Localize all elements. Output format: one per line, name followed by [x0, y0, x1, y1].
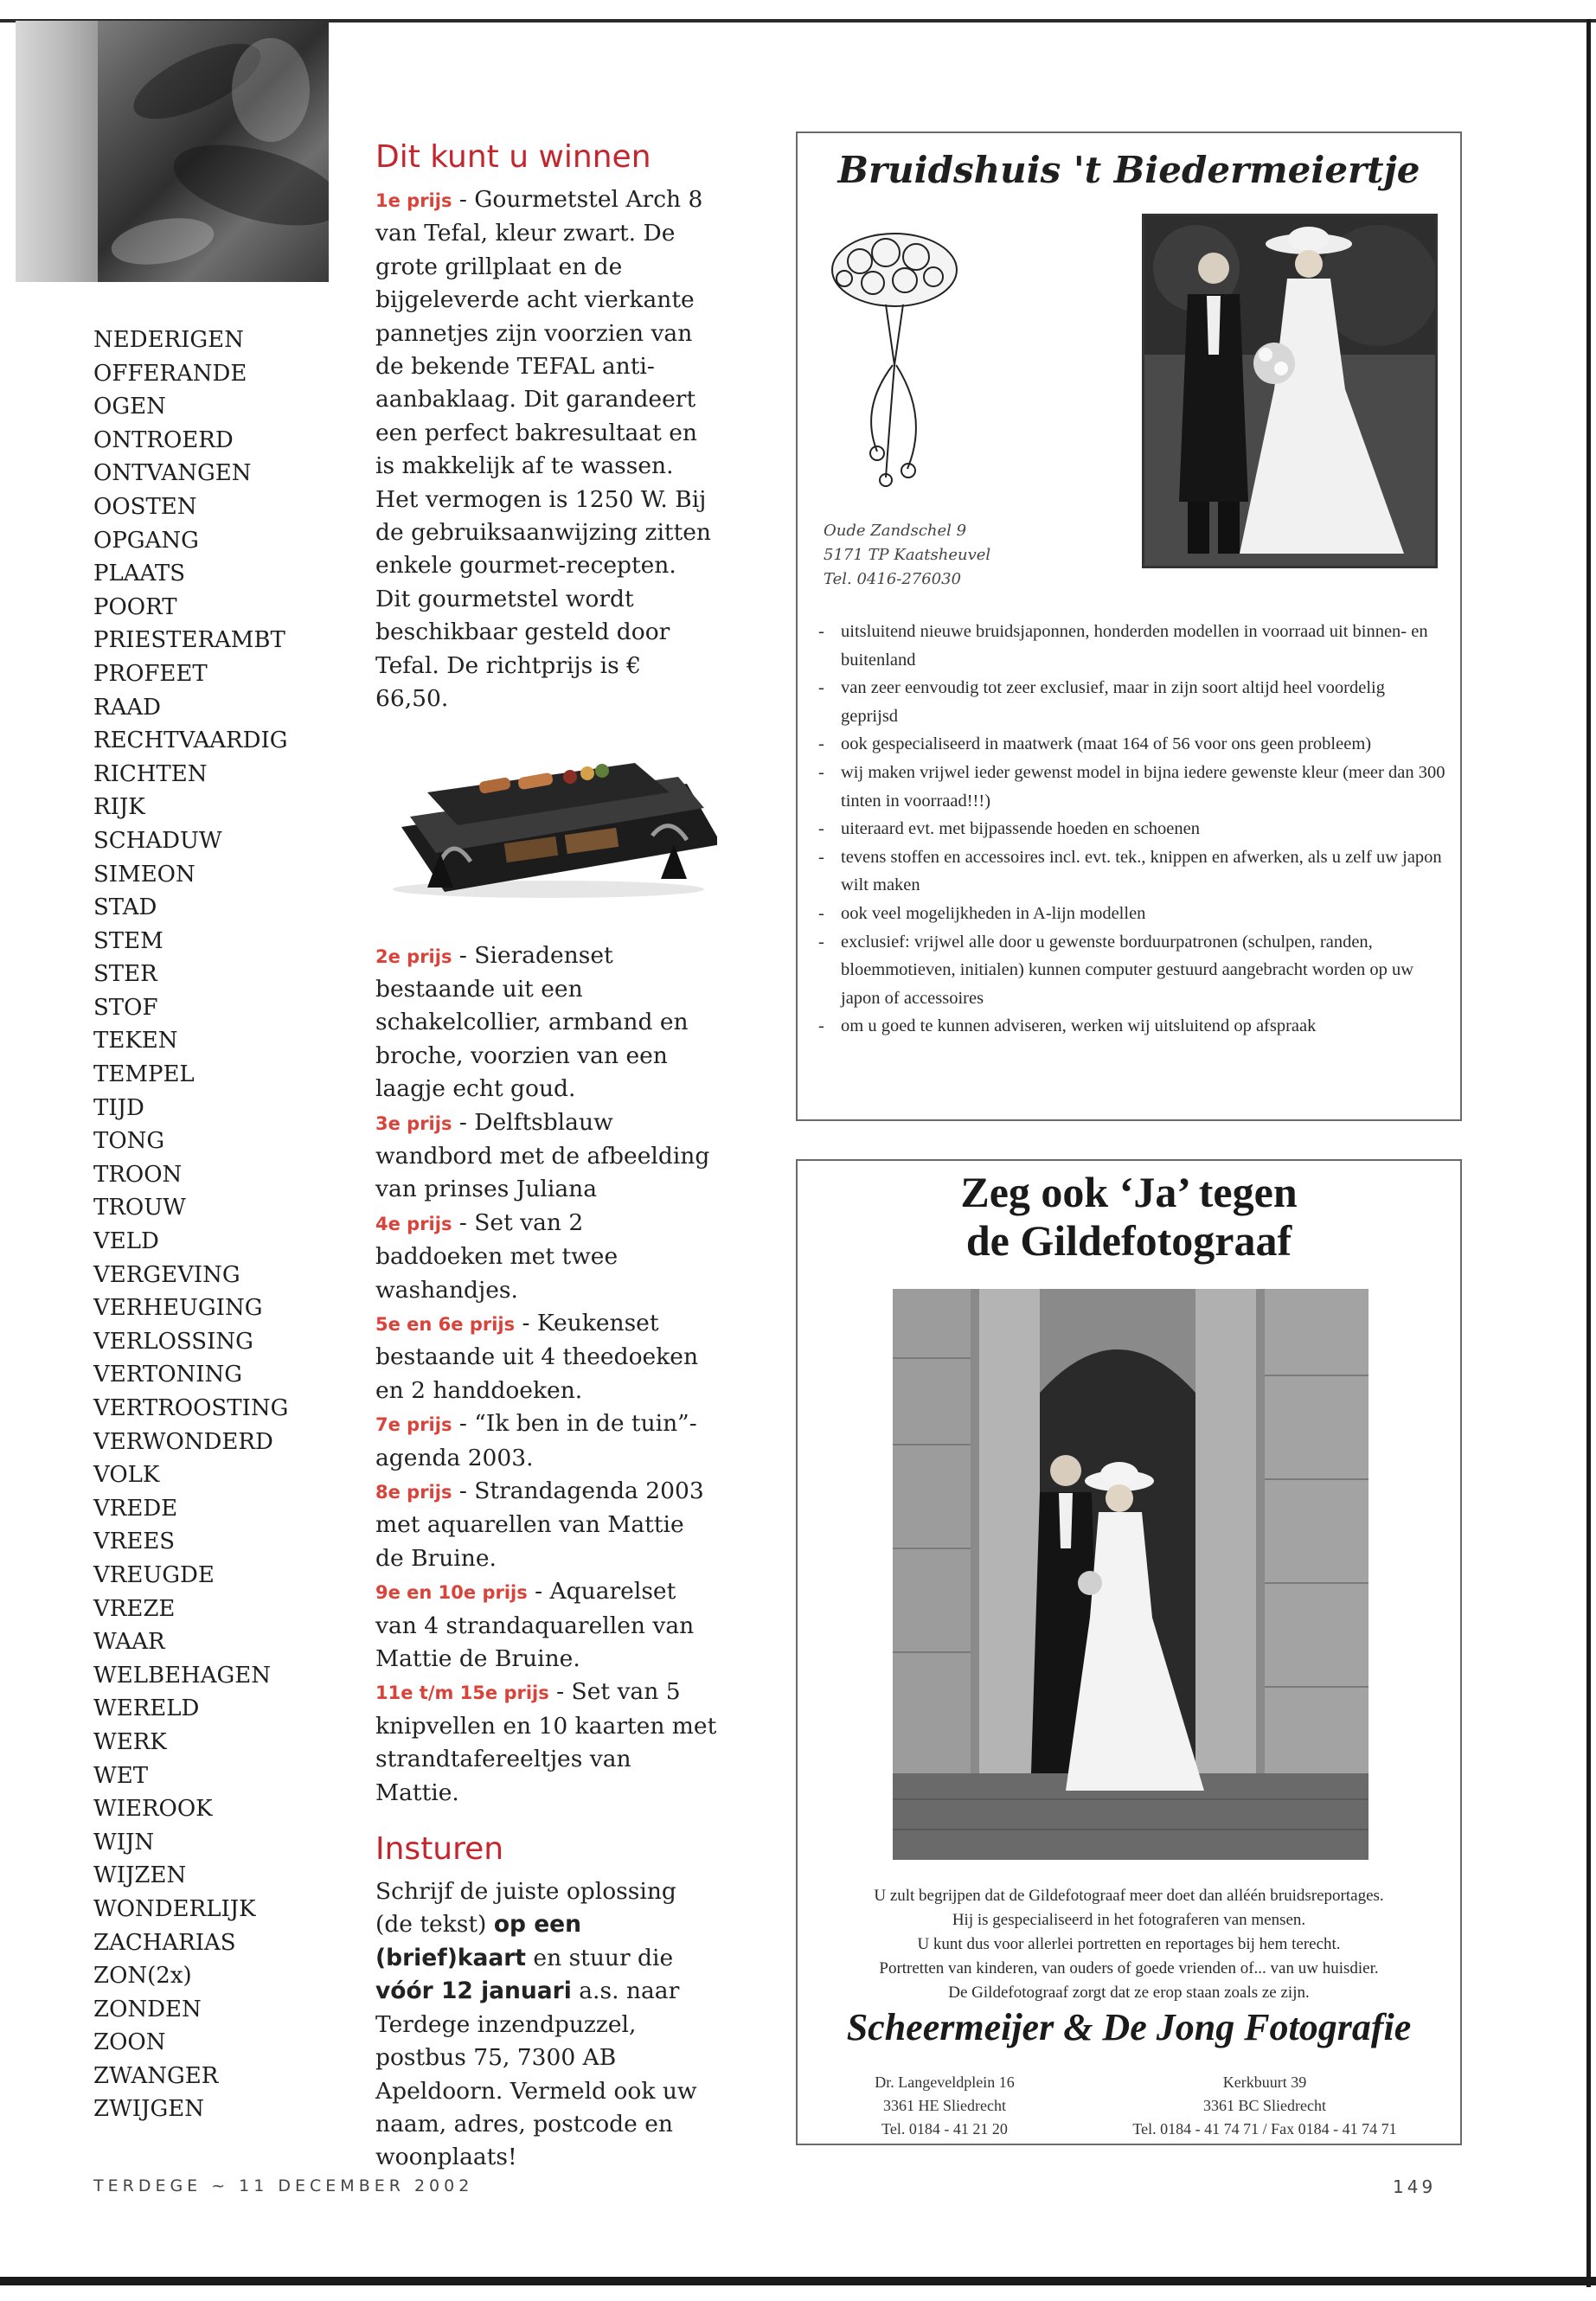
prize-paragraph: [375, 1407, 717, 1475]
bruidshuis-bullet-item: - uitsluitend nieuwe bruidsjaponnen, honderden modellen in voorraad uit binnen- en buitenland: [815, 618, 1446, 674]
first-prize-label: 1e prijs: [375, 190, 452, 211]
gourmet-grill-image: [375, 732, 717, 905]
word-list-item: NEDERIGEN: [93, 327, 244, 353]
word-list-item: VREDE: [93, 1495, 178, 1522]
bruidshuis-bullet-item: - tevens stoffen en accessoires incl. evt. tek., knippen en afwerken, als u zelf uw japon wilt maken: [815, 843, 1446, 900]
word-list-item: SCHADUW: [93, 827, 222, 854]
bruidshuis-bullet-item: - van zeer eenvoudig tot zeer exclusief, maar in zijn soort altijd heel voordelig geprijsd: [815, 674, 1446, 730]
bruidshuis-advertisement: [796, 131, 1462, 1121]
word-list-item: STER: [93, 961, 157, 988]
word-list-item: OFFERANDE: [93, 360, 247, 387]
prizes-heading: Dit kunt u winnen: [375, 139, 651, 175]
wedding-couple-photo: [1142, 214, 1438, 568]
prize-label: 9e en 10e prijs: [375, 1582, 528, 1604]
prize-text: - Strandagenda 2003 met aquarellen van Mattie de Bruine.: [375, 1477, 704, 1572]
word-list-item: RECHTVAARDIG: [93, 727, 288, 754]
word-list-item: VREES: [93, 1529, 176, 1555]
prize-label: 7e prijs: [375, 1414, 452, 1436]
photography-brand-name: Scheermeijer & De Jong Fotografie: [846, 2006, 1412, 2048]
bridal-bouquet-icon: [825, 218, 964, 495]
prize-paragraph: [375, 1575, 717, 1676]
prize-paragraph: [375, 1475, 717, 1575]
prize-paragraph: [375, 1307, 717, 1407]
prize-label: 8e prijs: [375, 1482, 452, 1503]
word-list-item: RIJK: [93, 794, 145, 821]
word-list-item: STAD: [93, 894, 157, 921]
word-list-item: VOLK: [93, 1462, 160, 1489]
prize-label: 3e prijs: [375, 1112, 452, 1134]
prize-label: 4e prijs: [375, 1213, 452, 1234]
location-langeveldplein: Dr. Langeveldplein 16 3361 HE Sliedrecht Tel. 0184 - 41 21 20: [875, 2073, 1015, 2138]
first-prize-text: - Gourmetstel Arch 8 van Tefal, kleur zwart. De grote grillplaat en de bijgeleverde acht vierkante pannetjes zijn voorzien van de bekende TEFAL anti-aanbaklaag. Dit garandeert een perfect bakresultaat en is makkelijk af te wassen. Het vermogen is 1250 W. Bij de gebruiksaanwijzing zitten enkele gourmet-recepten. Dit gourmetstel wordt beschikbaar gesteld door Tefal. De richtprijs is € 66,50.: [375, 186, 711, 713]
bruidshuis-bullet-item: - ook gespecialiseerd in maatwerk (maat 164 of 56 voor ons geen probleem): [815, 730, 1446, 759]
word-list-item: TONG: [93, 1128, 165, 1155]
word-list-item: PRIESTERAMBT: [93, 627, 285, 654]
bruidshuis-bullet-list: [815, 618, 1446, 1041]
word-list-item: OGEN: [93, 394, 166, 420]
bruidshuis-title: Bruidshuis 't Biedermeiertje: [837, 149, 1420, 191]
insturen-text: Schrijf de juiste oplossing (de tekst) op een (brief)kaart en stuur die vóór 12 januari a.s. naar Terdege inzendpuzzel, postbus 75, 7300 AB Apeldoorn. Vermeld ook uw naam, adres, postcode en woonplaats!: [375, 1878, 697, 2171]
prize-paragraph: [375, 1106, 717, 1207]
page-bottom-border: [0, 2277, 1596, 2285]
prize-text: - Aquarelset van 4 strandaquarellen van Mattie de Bruine.: [375, 1578, 695, 1673]
gildefotograaf-description: U zult begrijpen dat de Gildefotograaf meer doet dan alléén bruidsreportages. Hij is gespecialiseerd in het fotograferen van mensen. U kunt dus voor allerlei portretten en reportages bij hem terecht. Portretten van kinderen, van ouders of goede vrienden of... van uw huisdier. De Gildefotograaf zorgt dat ze erop staan zoals ze zijn.: [874, 1887, 1384, 2002]
puzzle-word-list: [93, 324, 288, 2126]
prize-label: 11e t/m 15e prijs: [375, 1682, 549, 1704]
gildefotograaf-title: Zeg ook ‘Ja’ tegen de Gildefotograaf: [960, 1168, 1298, 1265]
bruidshuis-bullet-item: - om u goed te kunnen adviseren, werken wij uitsluitend op afspraak: [815, 1012, 1446, 1041]
word-list-item: WIJZEN: [93, 1862, 187, 1889]
location-kerkbuurt: Kerkbuurt 39 3361 BC Sliedrecht Tel. 0184 - 41 74 71 / Fax 0184 - 41 74 71: [1132, 2073, 1397, 2138]
prize-paragraph: [375, 939, 717, 1106]
prize-paragraph: [375, 1207, 717, 1307]
prizes-column: [375, 137, 717, 2175]
insturen-heading: Insturen: [375, 1831, 504, 1868]
prize-label: 5e en 6e prijs: [375, 1313, 516, 1335]
page-number: 149: [1393, 2176, 1437, 2197]
word-list-item: TROON: [93, 1161, 183, 1188]
prize-text: - Set van 2 baddoeken met twee washandjes.: [375, 1208, 619, 1304]
word-list-item: VREZE: [93, 1595, 176, 1622]
word-list-item: VERTONING: [93, 1362, 243, 1388]
word-list-item: ZONDEN: [93, 1996, 202, 2022]
word-list-item: ZACHARIAS: [93, 1929, 236, 1956]
prize-text: - Sieradenset bestaande uit een schakelcollier, armband en broche, voorzien van een laagje echt goud.: [375, 941, 689, 1103]
word-list-item: PROFEET: [93, 660, 208, 687]
first-prize-paragraph: [375, 183, 717, 716]
bruidshuis-bullet-item: - wij maken vrijwel ieder gewenst model in bijna iedere gewenste kleur (meer dan 300 tinten in voorraad!!!): [815, 759, 1446, 815]
word-list-item: POORT: [93, 593, 177, 620]
word-list-item: TIJD: [93, 1094, 144, 1121]
prize-paragraph: [375, 1676, 717, 1810]
word-list-item: ZOON: [93, 2029, 166, 2056]
word-list-item: ZON(2x): [93, 1963, 192, 1990]
word-list-item: SIMEON: [93, 861, 195, 888]
word-list-item: ZWANGER: [93, 2062, 219, 2089]
word-list-item: VERWONDERD: [93, 1428, 273, 1455]
prize-text: - Keukenset bestaande uit 4 theedoeken en 2 handdoeken.: [375, 1309, 699, 1404]
word-list-item: STOF: [93, 994, 158, 1021]
prize-text: - Delftsblauw wandbord met de afbeelding van prinses Juliana: [375, 1108, 710, 1203]
word-list-item: ZWIJGEN: [93, 2096, 204, 2123]
other-prizes-list: [375, 939, 717, 1811]
bruidshuis-address: Oude Zandschel 9 5171 TP Kaatsheuvel Tel. 0416-276030: [824, 522, 991, 588]
word-list-item: VERHEUGING: [93, 1295, 263, 1322]
word-list-item: WELBEHAGEN: [93, 1662, 272, 1689]
word-list-item: WERK: [93, 1728, 167, 1755]
bruidshuis-bullet-item: - ook veel mogelijkheden in A-lijn modellen: [815, 900, 1446, 928]
word-list-item: RAAD: [93, 694, 161, 721]
word-list-item: ONTVANGEN: [93, 460, 252, 487]
prize-text: - Set van 5 knipvellen en 10 kaarten met strandtafereeltjes van Mattie.: [375, 1678, 717, 1806]
word-list-item: TEMPEL: [93, 1061, 195, 1088]
word-list-item: WONDERLIJK: [93, 1895, 256, 1922]
word-list-item: TROUW: [93, 1195, 186, 1221]
church-wedding-photo: [893, 1289, 1368, 1860]
word-list-item: TEKEN: [93, 1028, 178, 1054]
prize-label: 2e prijs: [375, 945, 452, 967]
word-list-item: VREUGDE: [93, 1561, 215, 1588]
word-list-item: VERGEVING: [93, 1261, 240, 1288]
word-list-item: OPGANG: [93, 527, 199, 554]
word-list-item: VERTROOSTING: [93, 1395, 289, 1421]
word-list-item: OOSTEN: [93, 493, 197, 520]
gildefotograaf-advertisement: [796, 1159, 1462, 2145]
word-list-item: WERELD: [93, 1695, 200, 1722]
word-list-item: WAAR: [93, 1629, 165, 1656]
rock-texture-photo: [16, 21, 329, 282]
prize-text: - “Ik ben in de tuin”-agenda 2003.: [375, 1410, 697, 1471]
word-list-item: WIEROOK: [93, 1796, 213, 1823]
word-list-item: WET: [93, 1762, 149, 1789]
word-list-item: ONTROERD: [93, 426, 234, 453]
page-right-border: [1586, 19, 1591, 2287]
word-list-item: STEM: [93, 927, 163, 954]
word-list-item: WIJN: [93, 1829, 155, 1856]
magazine-footer: TERDEGE ~ 11 DECEMBER 2002: [93, 2176, 474, 2195]
word-list-item: VERLOSSING: [93, 1328, 253, 1355]
word-list-item: VELD: [93, 1228, 159, 1255]
word-list-item: PLAATS: [93, 561, 186, 587]
bruidshuis-bullet-item: - exclusief: vrijwel alle door u gewenste borduurpatronen (schulpen, randen, bloemmotieven, initialen) kunnen computer gestuurd aangebracht worden op uw japon of accessoires: [815, 928, 1446, 1013]
word-list-item: RICHTEN: [93, 760, 208, 787]
bruidshuis-bullet-item: - uiteraard evt. met bijpassende hoeden en schoenen: [815, 815, 1446, 843]
